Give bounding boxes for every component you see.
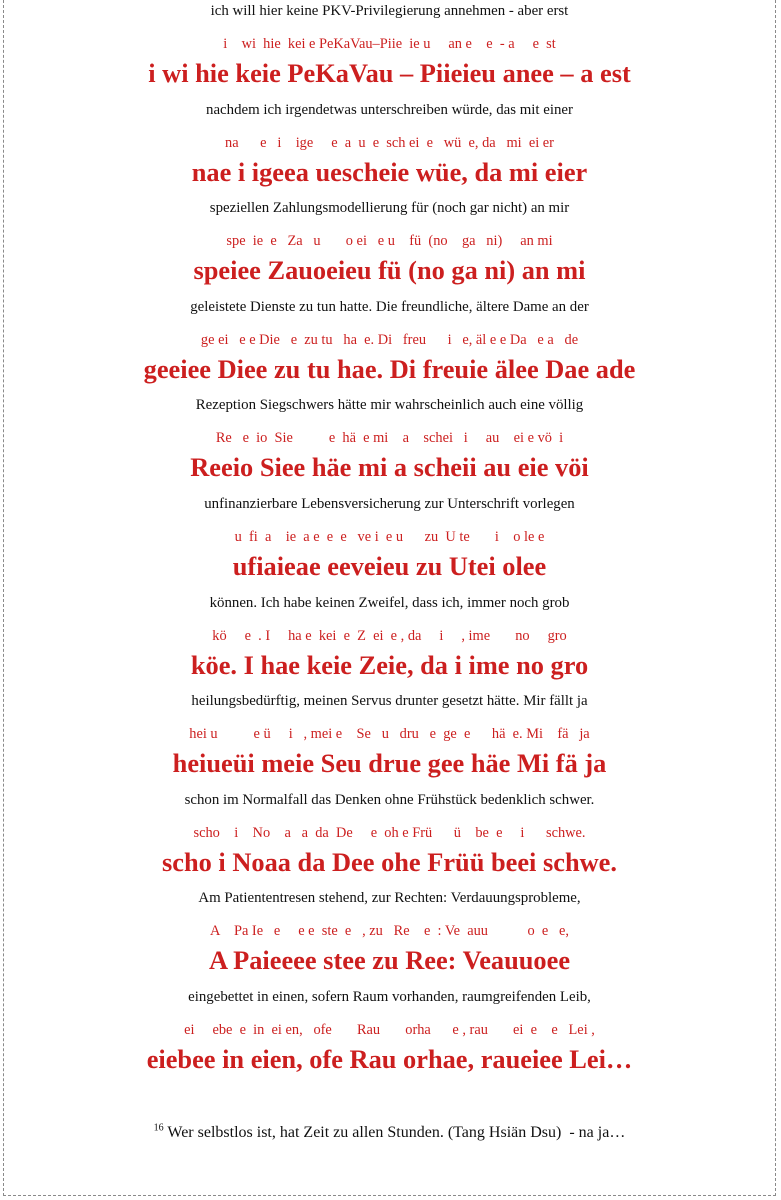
original-line: nachdem ich irgendetwas unterschreiben würde, das mit einer — [206, 101, 573, 118]
verse-block — [4, 197, 775, 296]
verse-block — [4, 99, 775, 198]
original-line: ich will hier keine PKV-Privilegierung annehmen - aber erst — [210, 3, 569, 19]
original-line: geleistete Dienste zu tun hatte. Die freundliche, ältere Dame an der — [190, 298, 589, 315]
original-line: eingebettet in einen, sofern Raum vorhanden, raumgreifenden Leib, — [188, 988, 591, 1005]
sparse-line: ge ei e e Die e zu tu ha e. Di freu i e, äl e e Da e a de — [200, 331, 579, 348]
sparse-line: u fi a ie a e e e ve i e u zu U te i o le e — [234, 528, 545, 545]
compressed-line: scho i Noaa da Dee ohe Früü beei schwe. — [162, 846, 617, 877]
verse-block — [4, 296, 775, 395]
verse-block — [4, 493, 775, 592]
compressed-line: heiueüi meie Seu drue gee häe Mi fä ja — [172, 748, 607, 779]
original-line: heilungsbedürftig, meinen Servus drunter gesetzt hätte. Mir fällt ja — [191, 693, 588, 710]
verse-block — [4, 394, 775, 493]
compressed-line: speiee Zauoeieu fü (no ga ni) an mi — [193, 255, 586, 286]
original-line: unfinanzierbare Lebensversicherung zur Unterschrift vorlegen — [204, 495, 575, 512]
sparse-line: spe ie e Za u o ei e u fü (no ga ni) an mi — [226, 233, 553, 250]
compressed-line: geeiee Diee zu tu hae. Di freuie älee Dae ade — [143, 353, 636, 384]
verse-block — [4, 0, 775, 99]
compressed-line: A Paieeee stee zu Ree: Veauuoee — [208, 945, 571, 976]
compressed-line: nae i igeea uescheie wüe, da mi eier — [191, 156, 588, 187]
sparse-line: Re e io Sie e hä e mi a schei i au ei e vö i — [215, 430, 564, 447]
original-line: speziellen Zahlungsmodellierung für (noch gar nicht) an mir — [209, 200, 570, 217]
document-page — [3, 0, 776, 1196]
sparse-line: ei ebe e in ei en, ofe Rau orha e , rau ei e e Lei , — [184, 1021, 595, 1038]
original-line: können. Ich habe keinen Zweifel, dass ich, immer noch grob — [209, 594, 570, 611]
sparse-line: na e i ige e a u e sch ei e wü e, da mi ei er — [225, 134, 554, 151]
compressed-line: eiebee in eien, ofe Rau orhae, raueiee Lei… — [146, 1043, 633, 1074]
compressed-line: ufiaieae eeveieu zu Utei olee — [232, 550, 547, 581]
footnote-text: Wer selbstlos ist, hat Zeit zu allen Stunden. (Tang Hsiän Dsu) - na ja… — [163, 1124, 626, 1141]
verse-block — [4, 592, 775, 691]
verse-block — [4, 789, 775, 888]
original-line: Rezeption Siegschwers hätte mir wahrscheinlich auch eine völlig — [195, 397, 584, 414]
verse-block — [4, 690, 775, 789]
verse-blocks — [4, 0, 775, 1085]
footnote-number: 16 — [153, 1122, 164, 1134]
sparse-line: A Pa Ie e e e ste e , zu Re e : Ve auu o e e, — [209, 923, 569, 940]
original-line: Am Patiententresen stehend, zur Rechten: Verdauungsprobleme, — [198, 890, 581, 907]
sparse-line: scho i No a a da De e oh e Frü ü be e i schwe. — [193, 824, 586, 841]
footnote — [4, 1124, 775, 1142]
compressed-line: i wi hie keie PeKaVau – Piieieu anee – a est — [148, 58, 631, 88]
compressed-line: Reeio Siee häe mi a scheii au eie vöi — [190, 452, 589, 483]
sparse-line: hei u e ü i , mei e Se u dru e ge e hä e. Mi fä ja — [189, 726, 590, 743]
compressed-line: köe. I hae keie Zeie, da i ime no gro — [190, 649, 589, 680]
verse-block — [4, 887, 775, 986]
sparse-line: kö e . I ha e kei e Z ei e , da i , ime no gro — [212, 627, 567, 644]
verse-block — [4, 986, 775, 1085]
original-line: schon im Normalfall das Denken ohne Frühstück bedenklich schwer. — [184, 791, 595, 808]
sparse-line: i wi hie kei e PeKaVau–Piie ie u an e e - a e st — [223, 36, 556, 52]
